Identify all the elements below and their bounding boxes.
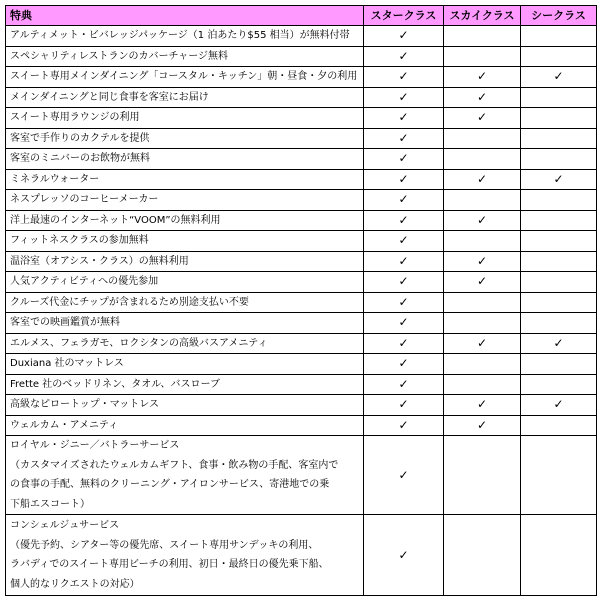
check-mark-icon: ✓ [398,397,409,412]
feature-cell [6,26,364,47]
check-mark-icon: ✓ [553,335,564,350]
sky-class-cell [444,313,521,334]
check-mark-icon: ✓ [398,253,409,268]
sky-class-cell [444,374,521,395]
star-class-cell [364,231,444,252]
check-mark-icon: ✓ [476,89,488,104]
feature-text: ネスプレッソのコーヒーメーカー [10,194,159,205]
sky-class-cell [444,210,521,231]
star-class-cell [364,415,444,436]
sea-class-cell [521,354,597,375]
feature-text: ラバディでのスイート専用ビーチの利用、初日・最終日の優先乗下船、 [10,559,329,570]
sea-class-cell [521,108,597,129]
feature-text: ロイヤル・ジニー／バトラーサービス [10,440,180,451]
table-row [6,436,597,515]
table-row [6,149,597,170]
check-mark-icon: ✓ [476,253,488,268]
sky-class-cell [444,128,521,149]
star-class-cell [364,128,444,149]
sky-class-cell [444,169,521,190]
check-mark-icon: ✓ [398,171,409,186]
table-row [6,87,597,108]
feature-text: の食事の手配、無料のクリーニング・アイロンサービス、寄港地での乗 [10,479,330,490]
check-mark-icon: ✓ [476,212,488,227]
feature-text: 高級なピロートップ・マットレス [10,399,159,410]
table-row [6,313,597,334]
feature-text: アルティメット・ビバレッジパッケージ（1 泊あたり$55 相当）が無料付帯 [10,30,350,41]
table-row [6,231,597,252]
sea-class-cell [521,515,597,596]
sea-class-cell [521,210,597,231]
check-mark-icon: ✓ [398,130,409,145]
sea-class-cell [521,231,597,252]
sky-class-cell [444,231,521,252]
star-class-cell [364,67,444,88]
star-class-cell [364,374,444,395]
feature-text: ウェルカム・アメニティ [10,419,119,431]
feature-text: ミネラルウォーター [10,173,100,185]
check-mark-icon: ✓ [398,376,409,391]
feature-cell [6,231,364,252]
header-star-class: スタークラス [364,6,444,26]
star-class-cell [364,354,444,375]
table-row [6,333,597,354]
feature-text: エルメス、フェラガモ、ロクシタンの高級バスアメニティ [10,337,268,349]
feature-text: スペシャリティレストランのカバーチャージ無料 [10,50,228,62]
feature-cell [6,149,364,170]
star-class-cell [364,108,444,129]
feature-cell [6,395,364,416]
feature-text: 温浴室（オアシス・クラス）の無料利用 [10,255,189,267]
sky-class-cell [444,87,521,108]
sea-class-cell [521,46,597,67]
sky-class-cell [444,272,521,293]
table-row [6,190,597,211]
check-mark-icon: ✓ [553,69,564,84]
table-row [6,251,597,272]
feature-text: Duxiana 社のマットレス [10,358,124,369]
check-mark-icon: ✓ [398,294,409,309]
table-row [6,272,597,293]
check-mark-icon: ✓ [398,89,409,104]
check-mark-icon: ✓ [476,417,488,432]
table-row [6,46,597,67]
sea-class-cell [521,272,597,293]
sky-class-cell [444,354,521,375]
star-class-cell [364,169,444,190]
sea-class-cell [521,190,597,211]
sky-class-cell [444,190,521,211]
star-class-cell [364,190,444,211]
feature-cell [6,436,364,515]
sea-class-cell [521,374,597,395]
table-row [6,169,597,190]
feature-cell [6,415,364,436]
sea-class-cell [521,395,597,416]
table-header-row [6,6,597,26]
check-mark-icon: ✓ [553,171,564,186]
check-mark-icon: ✓ [476,171,488,186]
check-mark-icon: ✓ [398,69,409,84]
table-row [6,210,597,231]
star-class-cell [364,272,444,293]
sky-class-cell [444,333,521,354]
check-mark-icon: ✓ [476,335,488,350]
sky-class-cell [444,415,521,436]
feature-cell [6,190,364,211]
sky-class-cell [444,108,521,129]
star-class-cell [364,292,444,313]
sea-class-cell [521,149,597,170]
table-row [6,515,597,596]
check-mark-icon: ✓ [398,233,409,248]
feature-cell [6,272,364,293]
feature-text: メインダイニングと同じ食事を客室にお届け [10,91,209,103]
sea-class-cell [521,313,597,334]
star-class-cell [364,251,444,272]
check-mark-icon: ✓ [398,274,409,289]
sea-class-cell [521,251,597,272]
feature-text: スイート専用メインダイニング「コースタル・キッチン」朝・昼食・夕の利用 [10,71,358,82]
feature-text: クルーズ代金にチップが含まれるため別途支払い不要 [10,296,249,308]
sea-class-cell [521,26,597,47]
sky-class-cell [444,436,521,515]
sea-class-cell [521,169,597,190]
feature-cell [6,169,364,190]
check-mark-icon: ✓ [398,356,409,371]
feature-text: 個人的なリクエストの対応） [10,578,140,590]
star-class-cell [364,149,444,170]
table-row [6,374,597,395]
feature-cell [6,128,364,149]
check-mark-icon: ✓ [553,397,564,412]
feature-cell [6,374,364,395]
check-mark-icon: ✓ [476,274,488,289]
feature-cell [6,67,364,88]
feature-text: フィットネスクラスの参加無料 [10,235,149,246]
check-mark-icon: ✓ [398,110,409,125]
check-mark-icon: ✓ [398,417,409,432]
feature-cell [6,354,364,375]
feature-cell [6,292,364,313]
star-class-cell [364,46,444,67]
star-class-cell [364,210,444,231]
table-row [6,415,597,436]
table-row [6,354,597,375]
sky-class-cell [444,515,521,596]
check-mark-icon: ✓ [398,48,409,63]
feature-cell [6,313,364,334]
check-mark-icon: ✓ [398,315,409,330]
feature-cell [6,108,364,129]
header-sky-class: スカイクラス [444,6,521,26]
sky-class-cell [444,46,521,67]
star-class-cell [364,87,444,108]
feature-text: コンシェルジュサービス [10,520,120,531]
feature-cell [6,46,364,67]
feature-cell [6,210,364,231]
benefits-table [5,5,597,596]
table-row [6,108,597,129]
table-row [6,128,597,149]
sky-class-cell [444,149,521,170]
check-mark-icon: ✓ [476,110,488,125]
check-mark-icon: ✓ [476,397,488,412]
feature-text: 客室のミニバーのお飲物が無料 [10,153,150,164]
star-class-cell [364,395,444,416]
sea-class-cell [521,415,597,436]
sea-class-cell [521,67,597,88]
check-mark-icon: ✓ [398,467,409,482]
table-row [6,395,597,416]
feature-text: 下船エスコート） [10,498,90,510]
feature-cell [6,251,364,272]
table-row [6,67,597,88]
star-class-cell [364,333,444,354]
check-mark-icon: ✓ [398,28,409,43]
feature-text: スイート専用ラウンジの利用 [10,112,140,123]
check-mark-icon: ✓ [398,212,409,227]
benefits-table-wrapper [5,5,597,596]
feature-text: 洋上最速のインターネット“VOOM”の無料利用 [10,214,221,226]
sky-class-cell [444,251,521,272]
sky-class-cell [444,292,521,313]
feature-text: Frette 社のベッドリネン、タオル、バスローブ [10,378,220,390]
star-class-cell [364,436,444,515]
feature-cell [6,333,364,354]
header-sea-class: シークラス [521,6,597,26]
star-class-cell [364,26,444,47]
sky-class-cell [444,67,521,88]
sea-class-cell [521,292,597,313]
sky-class-cell [444,395,521,416]
table-body [6,26,597,596]
feature-text: 客室で手作りのカクテルを提供 [10,132,150,144]
star-class-cell [364,313,444,334]
check-mark-icon: ✓ [476,69,488,84]
sea-class-cell [521,87,597,108]
check-mark-icon: ✓ [398,547,409,562]
feature-text: （カスタマイズされたウェルカムギフト、食事・飲み物の手配、客室内で [10,459,339,471]
header-feature: 特典 [6,6,364,26]
check-mark-icon: ✓ [398,335,409,350]
table-row [6,26,597,47]
feature-text: 人気アクティビティへの優先参加 [10,276,159,287]
sea-class-cell [521,128,597,149]
feature-text: （優先予約、シアター等の優先席、スイート専用サンデッキの利用、 [10,539,319,551]
star-class-cell [364,515,444,596]
feature-cell [6,515,364,596]
table-row [6,292,597,313]
feature-text: 客室での映画鑑賞が無料 [10,317,120,328]
sky-class-cell [444,26,521,47]
sea-class-cell [521,333,597,354]
check-mark-icon: ✓ [398,151,409,166]
feature-cell [6,87,364,108]
check-mark-icon: ✓ [398,192,409,207]
sea-class-cell [521,436,597,515]
